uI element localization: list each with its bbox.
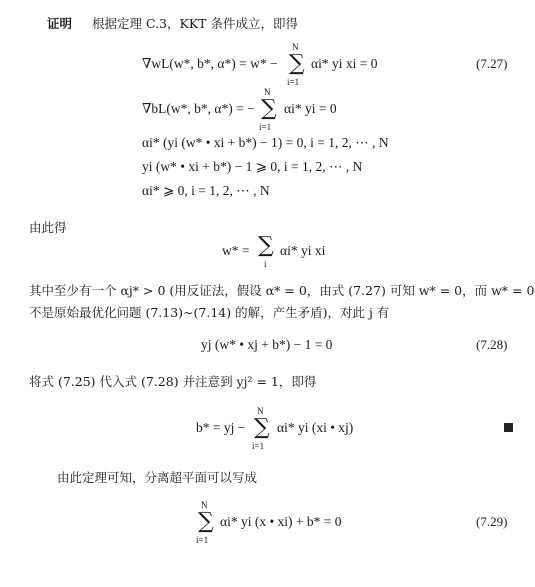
kkt-eq2-lhs: ∇bL(w*, b*, α*) = − (142, 101, 255, 116)
b-eq-lhs: b* = yj − (196, 420, 246, 435)
sum-w: ∑ i (258, 233, 274, 269)
derive-paragraph-line1: 其中至少有一个 αj* > 0 (用反证法，假设 α* = 0，由式 (7.27) 可知 w* = 0，而 w* = 0 (29, 283, 535, 298)
w-eq-lhs: w* = (222, 243, 250, 258)
sum-eq1: N ∑ i=1 (287, 42, 305, 87)
proof-label: 证明 (47, 16, 73, 31)
kkt-eq4: yi (w* • xi + b*) − 1 ⩾ 0, i = 1, 2, ⋯ , N (142, 159, 363, 174)
kkt-eq3: αi* (yi (w* • xi + b*) − 1) = 0, i = 1, 2, ⋯ , N (142, 135, 389, 150)
eq-number-727: (7.27) (476, 56, 508, 71)
kkt-eq1-rhs: αi* yi xi = 0 (311, 56, 378, 71)
sum-eq2: N ∑ i=1 (259, 87, 277, 132)
qed-square-icon (504, 423, 513, 432)
eq-729: αi* yi (x • xi) + b* = 0 (220, 514, 342, 529)
sum-b: N ∑ i=1 (252, 406, 270, 451)
conclusion-text: 由此定理可知，分离超平面可以写成 (57, 470, 258, 485)
eq-number-729: (7.29) (476, 514, 508, 529)
b-eq-rhs: αi* yi (xi • xj) (277, 420, 354, 435)
derive-paragraph-line2: 不是原始最优化问题 (7.13)∼(7.14) 的解，产生矛盾)，对此 j 有 (29, 305, 390, 320)
derive-text2: 将式 (7.25) 代入式 (7.28) 并注意到 yj² = 1，即得 (29, 374, 317, 389)
kkt-eq5: αi* ⩾ 0, i = 1, 2, ⋯ , N (142, 183, 270, 198)
kkt-eq2-rhs: αi* yi = 0 (284, 101, 337, 116)
eq-number-728: (7.28) (476, 337, 508, 352)
sum-conclusion: N ∑ i=1 (196, 500, 214, 545)
kkt-eq1-lhs: ∇wL(w*, b*, α*) = w* − (142, 56, 278, 71)
proof-intro: 根据定理 C.3，KKT 条件成立，即得 (91, 16, 298, 31)
w-eq-rhs: αi* yi xi (280, 243, 326, 258)
derive-text1: 由此得 (29, 220, 67, 235)
eq-728: yj (w* • xj + b*) − 1 = 0 (201, 337, 333, 352)
